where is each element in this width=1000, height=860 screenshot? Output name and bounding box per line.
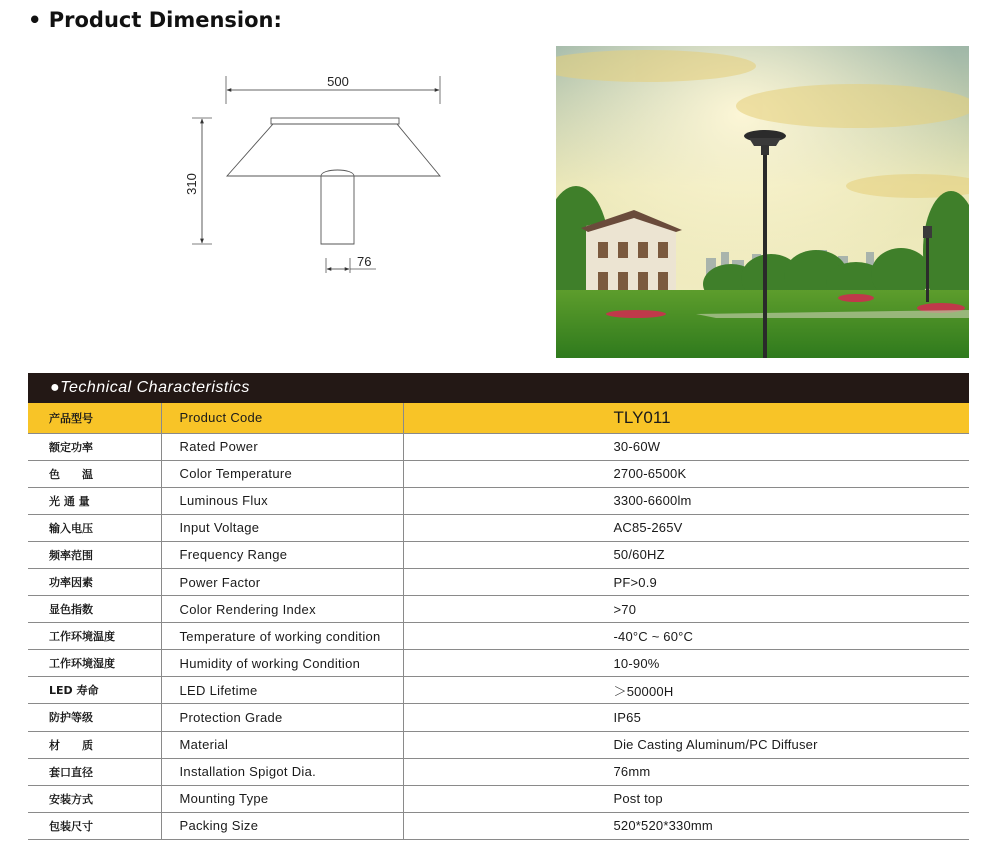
spec-label-cn: 包装尺寸 <box>28 812 161 839</box>
lawn <box>556 290 969 358</box>
spec-row <box>28 541 969 568</box>
spec-table <box>28 403 969 840</box>
spec-value: 50/60HZ <box>403 541 969 568</box>
spec-label-cn: 安装方式 <box>28 785 161 812</box>
spec-row <box>28 704 969 731</box>
spec-label-cn: 额定功率 <box>28 433 161 460</box>
spec-header-value: TLY011 <box>403 403 969 433</box>
spec-label-cn: 输入电压 <box>28 514 161 541</box>
height-label: 310 <box>184 173 199 195</box>
spec-value: 30-60W <box>403 433 969 460</box>
spec-label-en: Material <box>161 731 403 758</box>
spec-label-en: Color Rendering Index <box>161 596 403 623</box>
spec-header-cn: 产品型号 <box>28 403 161 433</box>
spec-label-en: Packing Size <box>161 812 403 839</box>
spec-value: 520*520*330mm <box>403 812 969 839</box>
spec-label-cn: 频率范围 <box>28 541 161 568</box>
application-photo <box>556 46 969 358</box>
height-dimension <box>184 118 212 244</box>
spec-row <box>28 812 969 839</box>
dimension-drawing <box>180 60 470 290</box>
spec-row <box>28 650 969 677</box>
spec-label-en: Power Factor <box>161 568 403 595</box>
spec-label-cn: 防护等级 <box>28 704 161 731</box>
spec-label-cn: 光 通 量 <box>28 487 161 514</box>
spec-header-en: Product Code <box>161 403 403 433</box>
spec-row <box>28 731 969 758</box>
spec-label-cn: 工作环境温度 <box>28 623 161 650</box>
page-title: • Product Dimension: <box>28 8 282 32</box>
spec-label-cn: 套口直径 <box>28 758 161 785</box>
spigot-label: 76 <box>357 254 372 269</box>
spec-label-en: Protection Grade <box>161 704 403 731</box>
spec-row <box>28 596 969 623</box>
spec-row <box>28 487 969 514</box>
villa <box>581 210 682 304</box>
spec-label-cn: 显色指数 <box>28 596 161 623</box>
spigot-dimension <box>326 254 376 273</box>
spec-label-en: Temperature of working condition <box>161 623 403 650</box>
spec-label-cn: LED 寿命 <box>28 677 161 704</box>
spec-row <box>28 785 969 812</box>
spec-label-cn: 材 质 <box>28 731 161 758</box>
spec-label-cn: 功率因素 <box>28 568 161 595</box>
spec-label-cn: 工作环境湿度 <box>28 650 161 677</box>
spec-value: >70 <box>403 596 969 623</box>
spec-value: AC85-265V <box>403 514 969 541</box>
spec-row <box>28 758 969 785</box>
spec-row <box>28 623 969 650</box>
spec-label-en: LED Lifetime <box>161 677 403 704</box>
spec-value: 2700-6500K <box>403 460 969 487</box>
spec-row <box>28 568 969 595</box>
spec-label-en: Color Temperature <box>161 460 403 487</box>
spec-value: Die Casting Aluminum/PC Diffuser <box>403 731 969 758</box>
technical-characteristics-header: ●Technical Characteristics <box>28 373 969 403</box>
spec-label-en: Installation Spigot Dia. <box>161 758 403 785</box>
spec-label-cn: 色 温 <box>28 460 161 487</box>
lamp-outline <box>227 118 440 244</box>
spec-label-en: Luminous Flux <box>161 487 403 514</box>
spec-value: 10-90% <box>403 650 969 677</box>
spec-value: -40°C ~ 60°C <box>403 623 969 650</box>
spec-value: Post top <box>403 785 969 812</box>
spec-row <box>28 460 969 487</box>
spec-row <box>28 433 969 460</box>
spec-value: IP65 <box>403 704 969 731</box>
width-dimension <box>226 74 440 104</box>
spec-value: 76mm <box>403 758 969 785</box>
spec-label-en: Frequency Range <box>161 541 403 568</box>
spec-value: PF>0.9 <box>403 568 969 595</box>
spec-value: 3300-6600lm <box>403 487 969 514</box>
spec-row <box>28 677 969 704</box>
spec-label-en: Input Voltage <box>161 514 403 541</box>
spec-row <box>28 514 969 541</box>
spec-label-en: Mounting Type <box>161 785 403 812</box>
width-label: 500 <box>327 74 349 89</box>
spec-value: ＞50000H <box>403 677 969 704</box>
spec-header-row <box>28 403 969 433</box>
spec-label-en: Rated Power <box>161 433 403 460</box>
spec-label-en: Humidity of working Condition <box>161 650 403 677</box>
